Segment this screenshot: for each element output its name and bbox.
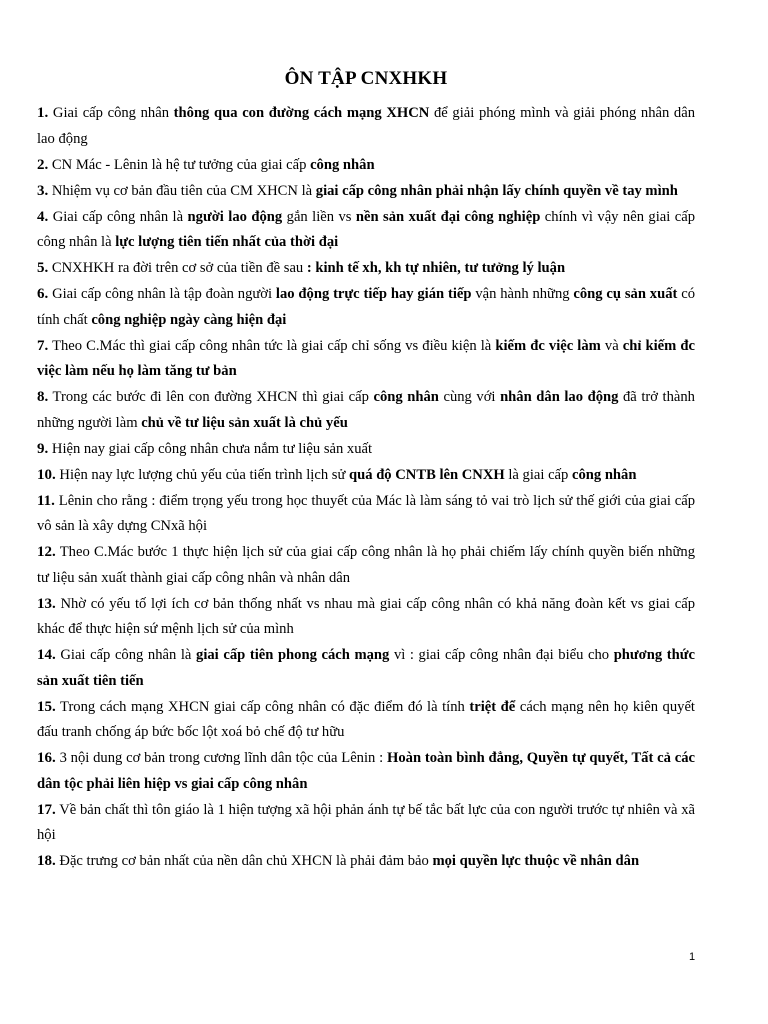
list-item bbox=[37, 746, 695, 797]
item-number: 1. bbox=[37, 105, 49, 121]
item-number: 13. bbox=[37, 595, 56, 612]
list-item bbox=[37, 282, 695, 333]
item-text: vận hành những bbox=[471, 286, 574, 302]
item-number: 6. bbox=[37, 286, 49, 302]
item-number: 18. bbox=[37, 853, 56, 869]
item-text: 3 nội dung cơ bản trong cương lĩnh dân tộc của Lênin : bbox=[55, 750, 388, 766]
item-emphasis: chỉ kiếm đc việc làm nếu họ làm tăng tư bản bbox=[37, 337, 695, 379]
item-text: đã trở thành những người làm bbox=[37, 389, 695, 431]
list-item bbox=[37, 695, 695, 746]
list-item bbox=[37, 101, 695, 152]
item-text: Giai cấp công nhân bbox=[48, 105, 174, 121]
list-item bbox=[37, 592, 695, 643]
list-item bbox=[37, 849, 695, 875]
item-emphasis: lực lượng tiên tiến nhất của thời đại bbox=[115, 234, 339, 250]
item-emphasis: chủ về tư liệu sản xuất là chủ yếu bbox=[141, 414, 348, 431]
item-number: 16. bbox=[37, 750, 56, 766]
item-number: 9. bbox=[37, 440, 49, 457]
item-text: Theo C.Mác thì giai cấp công nhân tức là giai cấp chỉ sống vs điều kiện là bbox=[48, 337, 496, 354]
item-number: 10. bbox=[37, 466, 56, 483]
item-emphasis: lao động trực tiếp hay gián tiếp bbox=[275, 286, 472, 302]
item-text: Giai cấp công nhân là tập đoàn người bbox=[48, 286, 276, 302]
item-emphasis: mọi quyền lực thuộc về nhân dân bbox=[432, 853, 640, 869]
item-text: Hiện nay lực lượng chủ yếu của tiến trình lịch sử bbox=[55, 466, 350, 483]
item-text: và bbox=[600, 337, 623, 354]
list-item bbox=[37, 153, 695, 179]
page-title: ÔN TẬP CNXHKH bbox=[284, 68, 448, 89]
item-text: cách mạng nên họ kiên quyết đấu tranh chống áp bức bốc lột xoá bỏ chế độ tư hữu bbox=[37, 698, 695, 740]
item-text: có tính chất bbox=[37, 286, 695, 328]
item-emphasis: nhân dân lao động bbox=[500, 389, 619, 405]
list-item bbox=[37, 489, 695, 540]
item-text: Lênin cho rằng : điểm trọng yếu trong học thuyết của Mác là làm sáng tỏ vai trò lịch sử thế giới của giai cấp vô sản là xây dựng CNxã hội bbox=[37, 492, 695, 534]
item-emphasis: công nhân bbox=[373, 389, 439, 405]
item-text: cùng với bbox=[438, 389, 501, 405]
item-text: Giai cấp công nhân là bbox=[48, 208, 188, 225]
item-emphasis: quá độ CNTB lên CNXH bbox=[349, 466, 505, 483]
item-text: vì : giai cấp công nhân đại biểu cho bbox=[389, 647, 614, 663]
item-number: 12. bbox=[37, 544, 56, 560]
item-text: gắn liền vs bbox=[282, 208, 356, 225]
item-text: là giai cấp bbox=[504, 466, 572, 483]
list-item bbox=[37, 437, 695, 463]
item-number: 2. bbox=[37, 156, 49, 173]
item-text: Trong cách mạng XHCN giai cấp công nhân có đặc điểm đó là tính bbox=[55, 698, 470, 715]
item-emphasis: công nhân bbox=[310, 156, 375, 173]
item-text: Giai cấp công nhân là bbox=[55, 647, 197, 663]
list-item bbox=[37, 205, 695, 256]
item-emphasis: nền sản xuất đại công nghiệp bbox=[355, 208, 541, 225]
item-emphasis: người lao động bbox=[187, 208, 283, 225]
item-emphasis: thông qua con đường cách mạng XHCN bbox=[173, 105, 430, 121]
item-number: 8. bbox=[37, 389, 49, 405]
item-emphasis: kiếm đc việc làm bbox=[495, 337, 601, 354]
item-number: 15. bbox=[37, 698, 56, 715]
list-item bbox=[37, 256, 695, 282]
item-emphasis: triệt để bbox=[469, 698, 516, 715]
item-text: CNXHKH ra đời trên cơ sở của tiền đề sau bbox=[48, 260, 307, 276]
item-number: 17. bbox=[37, 801, 56, 818]
item-text: Về bản chất thì tôn giáo là 1 hiện tượng xã hội phản ánh tự bế tắc bất lực của con người trước tự nhiên và xã hội bbox=[37, 801, 695, 843]
item-text: Hiện nay giai cấp công nhân chưa nắm tư liệu sản xuất bbox=[48, 440, 373, 457]
item-text: Nhiệm vụ cơ bản đầu tiên của CM XHCN là bbox=[48, 182, 316, 199]
list-item bbox=[37, 798, 695, 849]
page-number: 1 bbox=[689, 951, 696, 963]
list-item bbox=[37, 385, 695, 436]
item-text: CN Mác - Lênin là hệ tư tưởng của giai cấp bbox=[48, 156, 311, 173]
item-emphasis: công cụ sản xuất bbox=[573, 286, 678, 302]
item-text: Theo C.Mác bước 1 thực hiện lịch sử của giai cấp công nhân là họ phải chiếm lấy chính quyền biến những tư liệu sản xuất thành giai cấp công nhân và nhân dân bbox=[37, 544, 695, 586]
item-emphasis: : kinh tế xh, kh tự nhiên, tư tưởng lý luận bbox=[306, 260, 566, 276]
item-number: 7. bbox=[37, 337, 49, 354]
item-text: Đặc trưng cơ bản nhất của nền dân chủ XHCN là phải đảm bảo bbox=[55, 853, 433, 869]
item-emphasis: công nhân bbox=[571, 466, 637, 483]
item-emphasis: phương thức sản xuất tiên tiến bbox=[37, 647, 695, 689]
item-number: 3. bbox=[37, 182, 49, 199]
item-emphasis: công nghiệp ngày càng hiện đại bbox=[91, 311, 287, 328]
item-number: 14. bbox=[37, 647, 56, 663]
item-emphasis: giai cấp tiên phong cách mạng bbox=[196, 647, 390, 663]
list-item bbox=[37, 643, 695, 694]
list-item bbox=[37, 463, 695, 489]
list-item bbox=[37, 179, 695, 205]
item-number: 11. bbox=[37, 492, 55, 509]
item-emphasis: giai cấp công nhân phải nhận lấy chính quyền về tay mình bbox=[315, 182, 678, 199]
item-number: 5. bbox=[37, 260, 49, 276]
item-text: để giải phóng mình và giải phóng nhân dân lao động bbox=[37, 105, 695, 147]
list-item bbox=[37, 334, 695, 385]
item-emphasis: Hoàn toàn bình đẳng, Quyền tự quyết, Tất cả các dân tộc phải liên hiệp vs giai cấp công nhân bbox=[37, 750, 695, 792]
item-text: Nhờ có yếu tố lợi ích cơ bản thống nhất vs nhau mà giai cấp công nhân có khả năng đoàn kết vs giai cấp khác để thực hiện sứ mệnh lịch sử của mình bbox=[37, 595, 695, 637]
list-item bbox=[37, 540, 695, 591]
review-list bbox=[37, 101, 695, 875]
item-text: Trong các bước đi lên con đường XHCN thì giai cấp bbox=[48, 389, 374, 405]
item-text: chính vì vậy nên giai cấp công nhân là bbox=[37, 208, 695, 250]
item-number: 4. bbox=[37, 208, 49, 225]
